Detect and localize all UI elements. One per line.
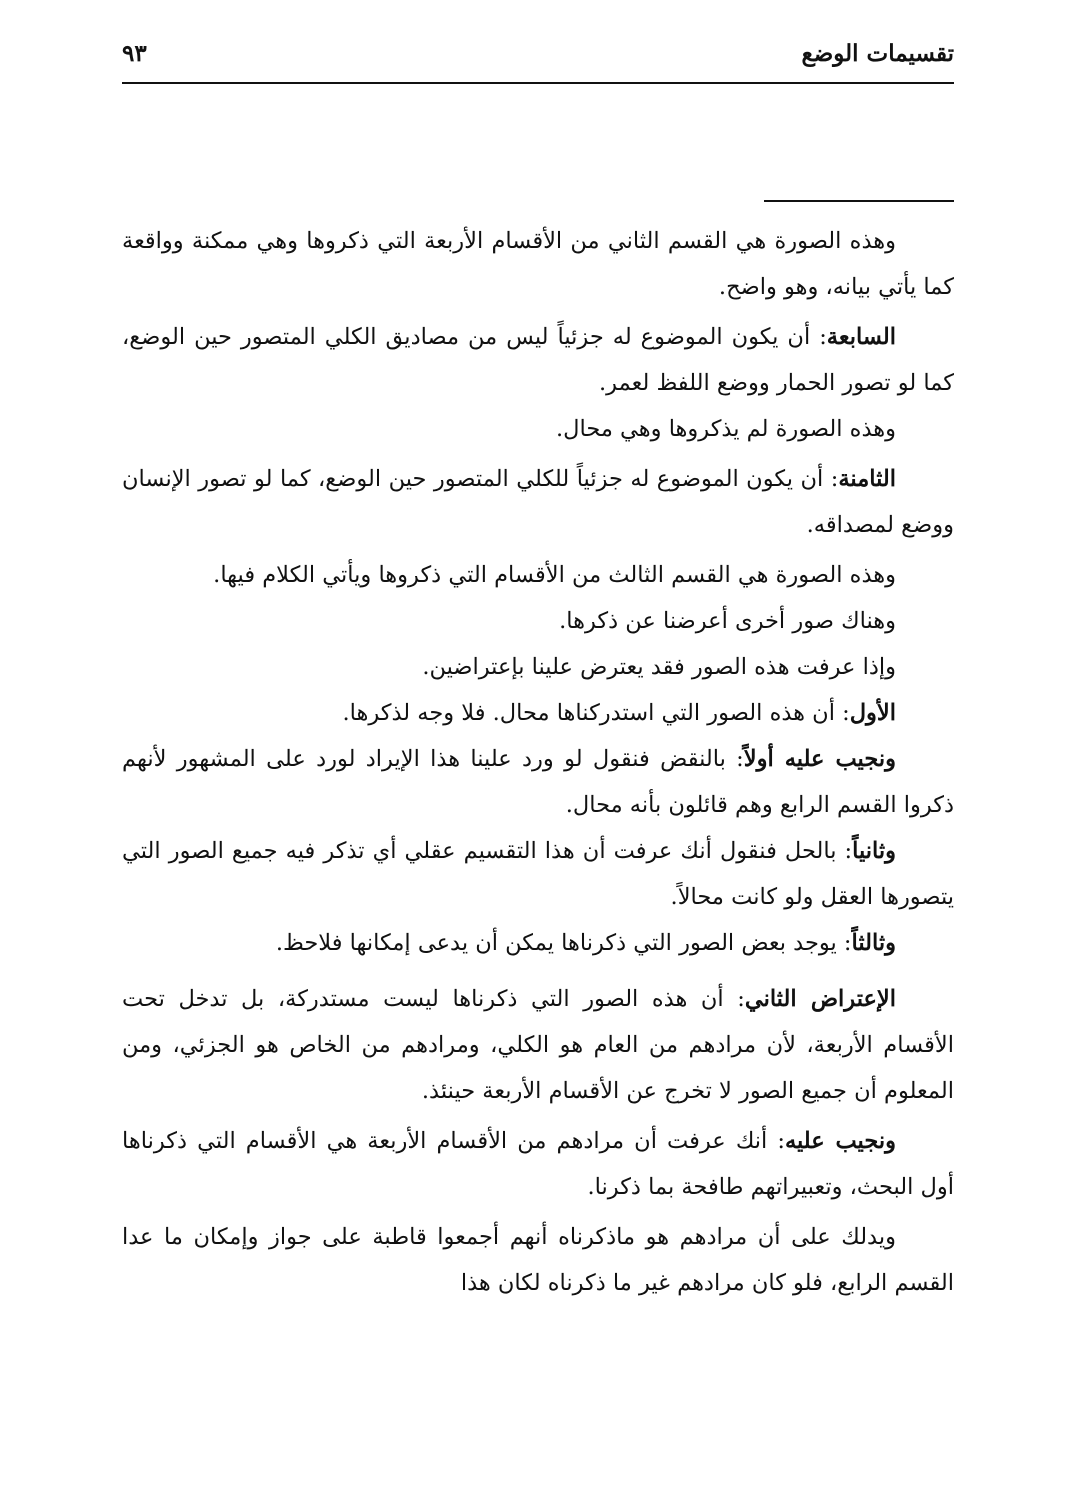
- paragraph-3: وهذه الصورة لم يذكروها وهي محال.: [555, 416, 896, 442]
- paragraph-8: الأول: أن هذه الصور التي استدركناها محال. فلا وجه لذكرها.: [342, 700, 896, 726]
- separator-rule: [764, 200, 954, 202]
- paragraph-lead: الثامنة: [838, 466, 896, 492]
- paragraph-lead: ونجيب عليه: [784, 1128, 896, 1154]
- paragraph-1: وهذه الصورة هي القسم الثاني من الأقسام الأربعة التي ذكروها وهي ممكنة وواقعة كما يأتي بيانه، وهو واضح.: [122, 228, 954, 300]
- paragraph-4: الثامنة: أن يكون الموضوع له جزئياً للكلي المتصور حين الوضع، كما لو تصور الإنسان ووضع لمصداقه.: [122, 466, 954, 538]
- paragraph-5: وهذه الصورة هي القسم الثالث من الأقسام التي ذكروها ويأتي الكلام فيها.: [213, 562, 896, 588]
- paragraph-12: الإعتراض الثاني: أن هذه الصور التي ذكرناها ليست مستدركة، بل تدخل تحت الأقسام الأربعة، لأن مرادهم من العام هو الكلي، ومرادهم من الخاص هو الجزئي، ومن المعلوم أن جميع الصور لا تخرج عن الأقسام الأربعة حينئذ.: [122, 986, 954, 1104]
- paragraph-10: وثانياً: بالحل فنقول أنك عرفت أن هذا التقسيم عقلي أي تذكر فيه جميع الصور التي يتصورها العقل ولو كانت محالاً.: [122, 838, 954, 910]
- paragraph-14: ويدلك على أن مرادهم هو ماذكرناه أنهم أجمعوا قاطبة على جواز وإمكان ما عدا القسم الرابع، فلو كان مرادهم غير ما ذكرناه لكان هذا: [122, 1224, 954, 1296]
- paragraph-lead: الإعتراض الثاني: [744, 986, 896, 1012]
- paragraph-13: ونجيب عليه: أنك عرفت أن مرادهم من الأقسام الأربعة هي الأقسام التي ذكرناها أول البحث، وتعبيراتهم طافحة بما ذكرنا.: [122, 1128, 954, 1200]
- paragraph-6: وهناك صور أخرى أعرضنا عن ذكرها.: [559, 608, 896, 634]
- page-number: ٩٣: [122, 40, 147, 67]
- paragraph-lead: وثانياً: [852, 838, 896, 864]
- main-text: [122, 218, 954, 1306]
- paragraph-11: وثالثاً: يوجد بعض الصور التي ذكرناها يمكن أن يدعى إمكانها فلاحظ.: [275, 930, 896, 956]
- paragraph-lead: ونجيب عليه أولاً: [743, 746, 896, 772]
- running-title: تقسيمات الوضع: [801, 40, 954, 67]
- paragraph-2: السابعة: أن يكون الموضوع له جزئياً ليس من مصاديق الكلي المتصور حين الوضع، كما لو تصور الحمار ووضع اللفظ لعمر.: [122, 324, 954, 396]
- page-header: [122, 38, 954, 84]
- paragraph-9: ونجيب عليه أولاً: بالنقض فنقول لو ورد علينا هذا الإيراد لورد على المشهور لأنهم ذكروا القسم الرابع وهم قائلون بأنه محال.: [122, 746, 954, 818]
- paragraph-lead: الأول: [849, 700, 896, 726]
- paragraph-lead: وثالثاً: [851, 930, 896, 956]
- paragraph-7: وإذا عرفت هذه الصور فقد يعترض علينا بإعتراضين.: [422, 654, 896, 680]
- paragraph-lead: السابعة: [826, 324, 896, 350]
